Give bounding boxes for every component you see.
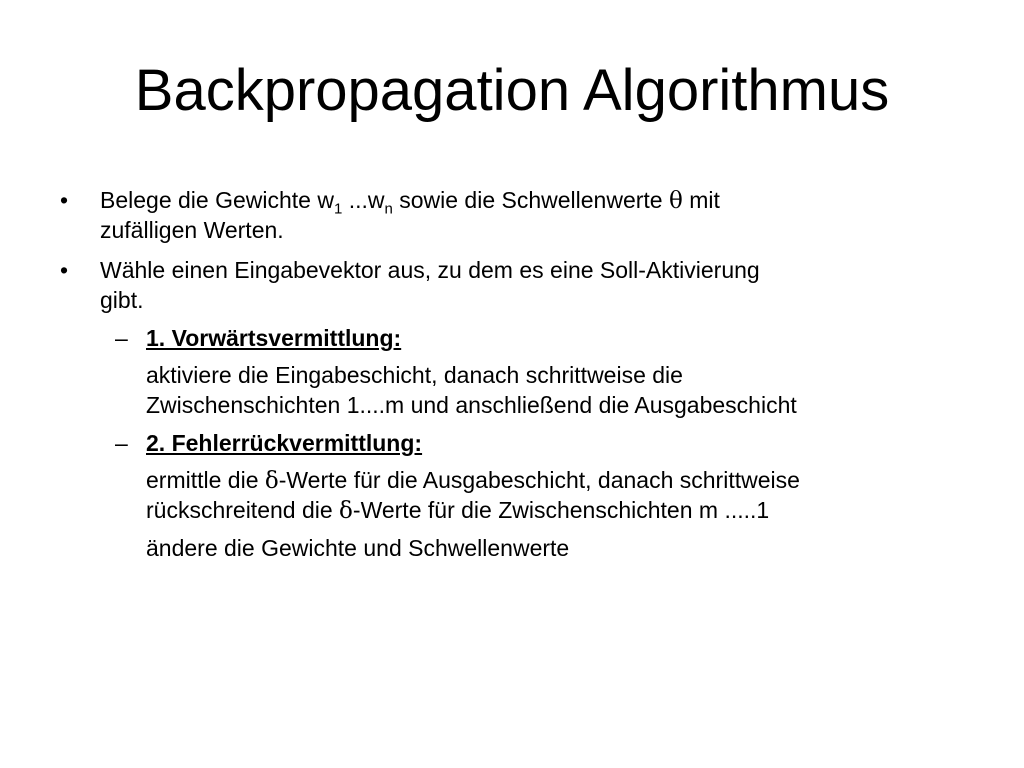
slide-title: Backpropagation Algorithmus: [134, 58, 890, 123]
bullet-1-text-a: Belege die Gewichte w: [100, 187, 334, 213]
step-2-text-d: -Werte für die Zwischenschichten m .....1: [352, 497, 770, 523]
bullet-1-text-d: mit: [682, 187, 720, 213]
delta-symbol: δ: [264, 468, 279, 494]
step-2-heading: 2. Fehlerrückvermittlung:: [146, 430, 423, 456]
bullet-2-line-2: gibt.: [100, 287, 144, 313]
step-2-line-3: ändere die Gewichte und Schwellenwerte: [146, 535, 570, 561]
dash-marker: –: [115, 430, 128, 456]
bullet-2-line-1: Wähle einen Eingabevektor aus, zu dem es eine Soll-Aktivierung: [100, 257, 760, 283]
step-1-heading: 1. Vorwärtsvermittlung:: [146, 325, 402, 351]
step-2-text-b: -Werte für die Ausgabeschicht, danach schrittweise: [278, 467, 800, 493]
step-2-text-c: rückschreitend die: [146, 497, 340, 523]
subscript-1: 1: [333, 200, 343, 218]
theta-symbol: θ: [668, 188, 683, 214]
bullet-marker: •: [60, 257, 69, 283]
delta-symbol: δ: [339, 498, 353, 524]
bullet-marker: •: [60, 187, 69, 213]
bullet-1-line-2: zufälligen Werten.: [100, 217, 284, 243]
dash-marker: –: [115, 325, 128, 351]
bullet-1-text-b: ...w: [342, 187, 385, 213]
step-2-line-1: [146, 465, 800, 496]
step-1-line-2: Zwischenschichten 1....m und anschließend die Ausgabeschicht: [146, 392, 797, 418]
step-2-text-a: ermittle die: [146, 467, 265, 493]
bullet-1-line-1: [100, 185, 720, 216]
bullet-1-text-c: sowie die Schwellenwerte: [392, 187, 669, 213]
step-2-line-2: [146, 495, 769, 526]
subscript-n: n: [384, 200, 393, 218]
step-1-line-1: aktiviere die Eingabeschicht, danach schrittweise die: [146, 362, 683, 388]
